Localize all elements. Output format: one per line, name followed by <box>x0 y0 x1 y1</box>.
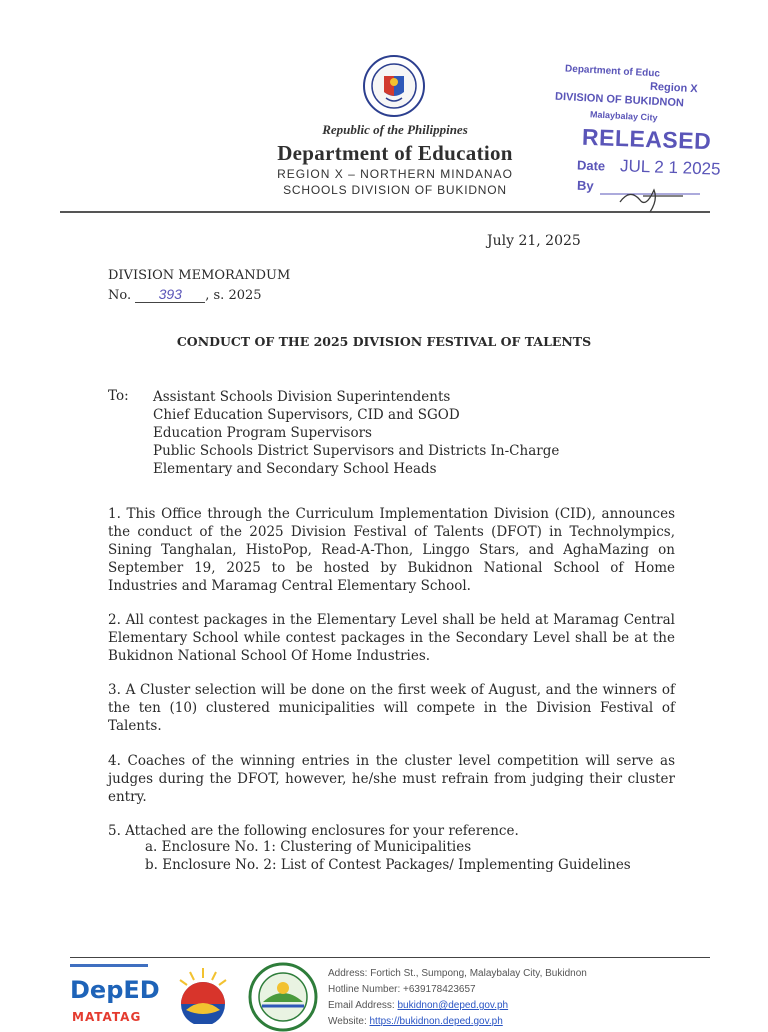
stamp-line-2: Region X <box>649 80 698 96</box>
footer-email-label: Email Address: <box>328 1000 398 1011</box>
footer-website-link[interactable]: https://bukidnon.deped.gov.ph <box>369 1016 503 1027</box>
paragraph-1: 1. This Office through the Curriculum Implementation Division (CID), announces the conduct of the 2025 Division Festival of Talents (DFOT) in Technolympics, Sining Tanghalan, HistoPop, Read-A-Thon, Linggo Stars, and AghaMazing on September 19, 2025 to be hosted by Bukidnon National School of Home Industries and Maramag Central Elementary School. <box>108 506 675 594</box>
stamp-line-1: Department of Educ <box>564 63 661 80</box>
stamp-status: RELEASED <box>581 123 712 155</box>
stamp-line-4: Malaybalay City <box>589 109 658 123</box>
memo-subject: CONDUCT OF THE 2025 DIVISION FESTIVAL OF TALENTS <box>176 334 592 349</box>
stamp-signature-icon <box>598 172 708 212</box>
stamp-date-value: JUL 2 1 2025 <box>619 156 721 179</box>
memo-number-label: No. <box>108 288 132 303</box>
republic-heading: Republic of the Philippines <box>322 122 468 137</box>
footer-divider <box>70 957 710 958</box>
deped-logo: DepED <box>70 976 160 1004</box>
division-heading: SCHOOLS DIVISION OF BUKIDNON <box>283 183 507 197</box>
matatag-logo: MATATAG <box>72 1010 142 1024</box>
memo-type: DIVISION MEMORANDUM <box>108 268 291 283</box>
stamp-date-label: Date <box>576 157 606 174</box>
footer-address: Address: Fortich St., Sumpong, Malaybalay City, Bukidnon <box>328 968 587 979</box>
footer-website-line <box>328 1016 503 1027</box>
region-heading: REGION X – NORTHERN MINDANAO <box>277 167 513 181</box>
to-label: To: <box>108 388 129 404</box>
deped-seal-icon <box>362 54 426 118</box>
footer-accent-bar <box>70 964 148 967</box>
enclosure-item: a. Enclosure No. 1: Clustering of Municipalities <box>145 839 472 855</box>
stamp-line-3: DIVISION OF BUKIDNON <box>554 90 685 110</box>
recipient-list <box>153 388 559 478</box>
footer-email-line <box>328 1000 508 1011</box>
footer-email-link[interactable]: bukidnon@deped.gov.ph <box>397 1000 509 1011</box>
memo-number-line <box>108 286 262 303</box>
memo-series: , s. 2025 <box>205 288 262 303</box>
bagong-pilipinas-logo-icon <box>170 966 236 1024</box>
recipient-item: Assistant Schools Division Superintendents <box>153 389 451 405</box>
memo-date: July 21, 2025 <box>487 233 581 249</box>
footer-website-label: Website: <box>328 1016 370 1027</box>
recipient-item: Education Program Supervisors <box>153 425 372 441</box>
paragraph-4: 4. Coaches of the winning entries in the cluster level competition will serve as judges during the DFOT, however, he/she must refrain from judging their cluster entry. <box>108 753 675 805</box>
recipient-item: Chief Education Supervisors, CID and SGOD <box>153 407 460 423</box>
division-of-bukidnon-seal-icon <box>248 962 318 1032</box>
recipient-item: Elementary and Secondary School Heads <box>153 461 437 477</box>
stamp-by-label: By <box>576 177 594 194</box>
paragraph-2: 2. All contest packages in the Elementary Level shall be held at Maramag Central Elementary School while contest packages in the Secondary Level shall be at the Bukidnon National School Of Home Industries. <box>108 612 675 664</box>
paragraph-5: 5. Attached are the following enclosures for your reference. <box>108 823 519 839</box>
recipient-item: Public Schools District Supervisors and Districts In-Charge <box>153 443 560 459</box>
paragraph-3: 3. A Cluster selection will be done on the first week of August, and the winners of the ten (10) clustered municipalities will compete in the Division Festival of Talents. <box>108 682 675 734</box>
department-heading: Department of Education <box>277 141 513 165</box>
memo-number: 393 <box>135 286 205 303</box>
enclosure-item: b. Enclosure No. 2: List of Contest Packages/ Implementing Guidelines <box>145 857 631 873</box>
footer-hotline: Hotline Number: +639178423657 <box>328 984 476 995</box>
